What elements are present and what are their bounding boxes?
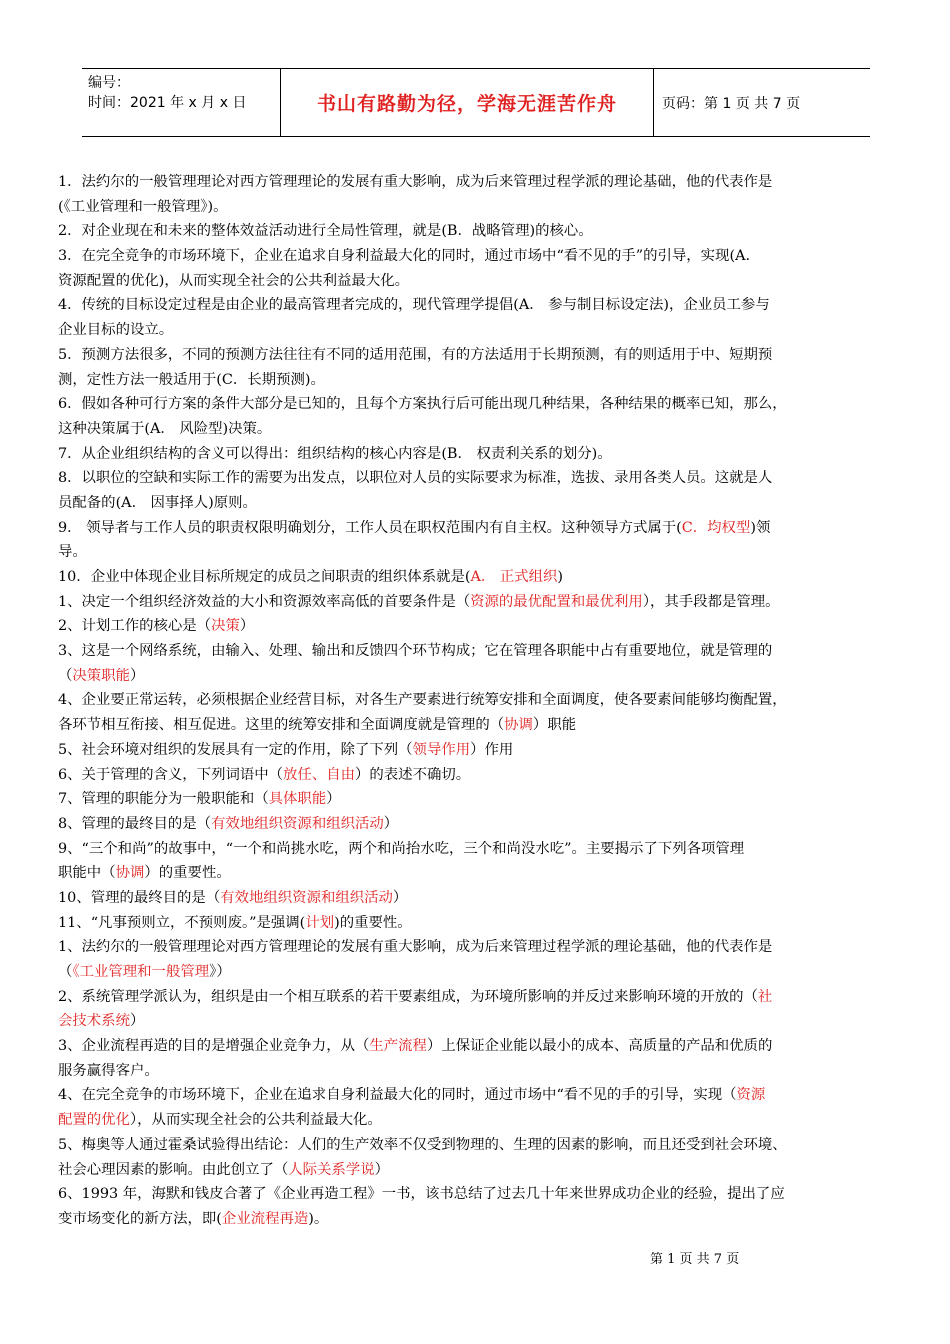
question-text: 9． 领导者与工作人员的职责权限明确划分，工作人员在职权范围内有自主权。这种领导方式属于( (58, 519, 682, 536)
answer-text: 有效地组织资源和组织活动 (220, 889, 393, 906)
text-line (58, 244, 896, 269)
answer-text: 决策职能 (72, 667, 130, 684)
text-line (58, 1108, 896, 1133)
answer-text: 决策 (211, 618, 240, 635)
question-text: ） (129, 1013, 145, 1030)
question-text: 6、关于管理的含义，下列词语中（ (58, 766, 284, 783)
question-text: 社会心理因素的影响。由此创立了（ (58, 1161, 289, 1178)
text-line (58, 935, 896, 960)
answer-text: 社 (757, 988, 773, 1005)
text-line (58, 639, 896, 664)
question-text: ），从而实现全社会的公共利益最大化。 (129, 1112, 382, 1129)
question-text: 7．从企业组织结构的含义可以得出：组织结构的核心内容是(B． 权责利关系的划分)。 (58, 445, 612, 462)
text-line (58, 837, 896, 862)
question-text: ) (557, 569, 564, 585)
question-text: 5、梅奥等人通过霍桑试验得出结论：人们的生产效率不仅受到物理的、生理的因素的影响，而且还受到社会环境、 (58, 1136, 787, 1153)
question-text: ） (383, 815, 399, 832)
answer-text: 有效地组织资源和组织活动 (211, 815, 384, 832)
text-line (58, 1059, 896, 1084)
answer-text: 资源的最优配置和最优利用 (470, 593, 643, 610)
text-line (58, 170, 896, 195)
question-text: ）的表述不确切。 (355, 766, 471, 783)
text-line (58, 614, 896, 639)
text-line (58, 590, 896, 615)
question-text: 3、企业流程再造的目的是增强企业竞争力，从（ (58, 1038, 370, 1055)
question-text: ），其手段都是管理。 (642, 593, 780, 610)
text-line (58, 1009, 896, 1034)
text-line (58, 664, 896, 689)
header-motto: 书山有路勤为径，学海无涯苦作舟 (316, 93, 617, 115)
page-footer: 第 1 页 共 7 页 (650, 1252, 740, 1267)
question-text: ）职能 (532, 717, 577, 734)
text-line (58, 886, 896, 911)
text-line (58, 812, 896, 837)
question-text: 资源配置的优化)，从而实现全社会的公共利益最大化。 (58, 272, 409, 289)
question-text: ） (374, 1161, 390, 1178)
answer-text: 放任、自由 (283, 766, 355, 783)
document-body (58, 170, 896, 1232)
text-line (58, 219, 896, 244)
question-text: 11、“凡事预则立，不预则废。”是强调( (58, 914, 306, 931)
answer-text: 会技术系统 (58, 1013, 130, 1030)
text-line (58, 565, 896, 590)
text-line (58, 738, 896, 763)
answer-text: 企业流程再造 (221, 1210, 309, 1227)
question-text: 1、法约尔的一般管理理论对西方管理理论的发展有重大影响，成为后来管理过程学派的理论基础，他的代表作是 (58, 939, 773, 956)
text-line (58, 985, 896, 1010)
answer-text: 《工业管理和一般管理 (72, 964, 210, 980)
text-line (58, 516, 896, 541)
question-text: ）上保证企业能以最小的成本、高质量的产品和优质的 (426, 1038, 773, 1055)
answer-text: 领导作用 (412, 741, 471, 758)
question-text: 4、企业要正常运转，必须根据企业经营目标，对各生产要素进行统筹安排和全面调度，使各要素间能够均衡配置， (58, 692, 787, 709)
answer-text: 具体职能 (268, 791, 327, 808)
text-line (58, 195, 896, 220)
answer-text: A． 正式组织 (470, 569, 558, 585)
question-text: 7、管理的职能分为一般职能和（ (58, 791, 269, 808)
question-text: 这种决策属于(A． 风险型)决策。 (58, 420, 272, 437)
text-line (58, 442, 896, 467)
question-text: 职能中（ (58, 865, 116, 882)
question-text: ）作用 (470, 741, 514, 758)
question-text: 2、系统管理学派认为，组织是由一个相互联系的若干要素组成，为环境所影响的并反过来影响环境的开放的（ (58, 988, 758, 1005)
question-text: 5、社会环境对组织的发展具有一定的作用，除了下列（ (58, 741, 413, 758)
text-line (58, 417, 896, 442)
question-text: 》） (209, 964, 231, 980)
text-line (58, 1034, 896, 1059)
question-text: ） (392, 889, 408, 906)
question-text: ） (129, 667, 145, 684)
question-text: ）的重要性。 (144, 865, 231, 882)
text-line (58, 540, 896, 565)
text-line (58, 911, 896, 936)
header-page-info: 页码：第 1 页 共 7 页 (662, 95, 801, 112)
question-text: 变市场变化的新方法，即( (58, 1210, 222, 1227)
page-header (82, 68, 870, 137)
question-text: 企业目标的设立。 (58, 322, 174, 339)
answer-text: 资源 (736, 1087, 766, 1104)
answer-text: 协调 (504, 717, 533, 734)
answer-text: 计划 (305, 914, 335, 931)
answer-text: 协调 (115, 865, 145, 882)
question-text: ） (326, 791, 341, 808)
question-text: 3、这是一个网络系统，由输入、处理、输出和反馈四个环节构成；它在管理各职能中占有重要地位，就是管理的 (58, 643, 773, 660)
header-meta (82, 69, 280, 136)
answer-text: 配置的优化 (58, 1112, 130, 1129)
answer-text: 人际关系学说 (288, 1161, 375, 1178)
question-text: 3．在完全竞争的市场环境下，企业在追求自身利益最大化的同时，通过市场中“看不见的手”的引导，实现(A. (58, 248, 751, 265)
text-line (58, 1083, 896, 1108)
question-text: 测，定性方法一般适用于(C．长期预测)。 (58, 371, 325, 388)
question-text: 1．法约尔的一般管理理论对西方管理理论的发展有重大影响，成为后来管理过程学派的理论基础，他的代表作是 (58, 174, 773, 190)
text-line (58, 368, 896, 393)
text-line (58, 787, 896, 812)
question-text: 8．以职位的空缺和实际工作的需要为出发点，以职位对人员的实际要求为标准，选拔、录用各类人员。这就是人 (58, 470, 773, 487)
question-text: 5．预测方法很多，不同的预测方法往往有不同的适用范围，有的方法适用于长期预测，有的则适用于中、短期预 (58, 346, 773, 363)
question-text: 6、1993 年，海默和钱皮合著了《企业再造工程》一书，该书总结了过去几十年来世界成功企业的经验，提出了应 (58, 1186, 785, 1203)
text-line (58, 688, 896, 713)
question-text: （ (58, 964, 73, 980)
text-line (58, 491, 896, 516)
question-text: （ (58, 667, 73, 684)
answer-text: 生产流程 (369, 1038, 427, 1055)
document-number-label: 编号： (88, 75, 130, 91)
text-line (58, 713, 896, 738)
answer-text: C．均权型 (681, 519, 751, 536)
text-line (58, 318, 896, 343)
question-text: 4、在完全竞争的市场环境下，企业在追求自身利益最大化的同时，通过市场中“看不见的手的引导，实现（ (58, 1087, 737, 1104)
text-line (58, 1133, 896, 1158)
text-line (58, 269, 896, 294)
header-motto-cell (280, 69, 654, 136)
question-text: )的重要性。 (334, 914, 412, 931)
question-text: 导。 (58, 544, 87, 561)
question-text: )领 (750, 519, 771, 536)
question-text: 4．传统的目标设定过程是由企业的最高管理者完成的，现代管理学提倡(A． 参与制目标设定法)，企业员工参与 (58, 297, 770, 314)
question-text: 1、决定一个组织经济效益的大小和资源效率高低的首要条件是（ (58, 593, 471, 610)
text-line (58, 960, 896, 985)
question-text: 2．对企业现在和未来的整体效益活动进行全局性管理，就是(B．战略管理)的核心。 (58, 223, 593, 240)
text-line (58, 1158, 896, 1183)
question-text: 9、“三个和尚”的故事中，“一个和尚挑水吃，两个和尚抬水吃，三个和尚没水吃”。主要揭示了下列各项管理 (58, 840, 745, 857)
question-text: 服务赢得客户。 (58, 1062, 159, 1079)
header-page-info-cell (654, 69, 870, 136)
text-line (58, 392, 896, 417)
text-line (58, 1182, 896, 1207)
text-line (58, 1207, 896, 1232)
question-text: (《工业管理和一般管理》)。 (58, 198, 228, 215)
question-text: )。 (308, 1210, 329, 1227)
question-text: ） (239, 618, 255, 635)
question-text: 6．假如各种可行方案的条件大部分是已知的，且每个方案执行后可能出现几种结果，各种结果的概率已知，那么， (58, 396, 787, 413)
question-text: 员配备的(A． 因事择人)原则。 (58, 494, 257, 511)
text-line (58, 466, 896, 491)
text-line (58, 293, 896, 318)
text-line (58, 763, 896, 788)
text-line (58, 861, 896, 886)
question-text: 2、计划工作的核心是（ (58, 618, 212, 635)
question-text: 10、管理的最终目的是（ (58, 889, 221, 906)
document-time-label: 时间：2021 年 x 月 x 日 (88, 95, 247, 111)
question-text: 各环节相互衔接、相互促进。这里的统筹安排和全面调度就是管理的（ (58, 717, 505, 734)
text-line (58, 343, 896, 368)
question-text: 10．企业中体现企业目标所规定的成员之间职责的组织体系就是( (58, 569, 471, 585)
question-text: 8、管理的最终目的是（ (58, 815, 212, 832)
